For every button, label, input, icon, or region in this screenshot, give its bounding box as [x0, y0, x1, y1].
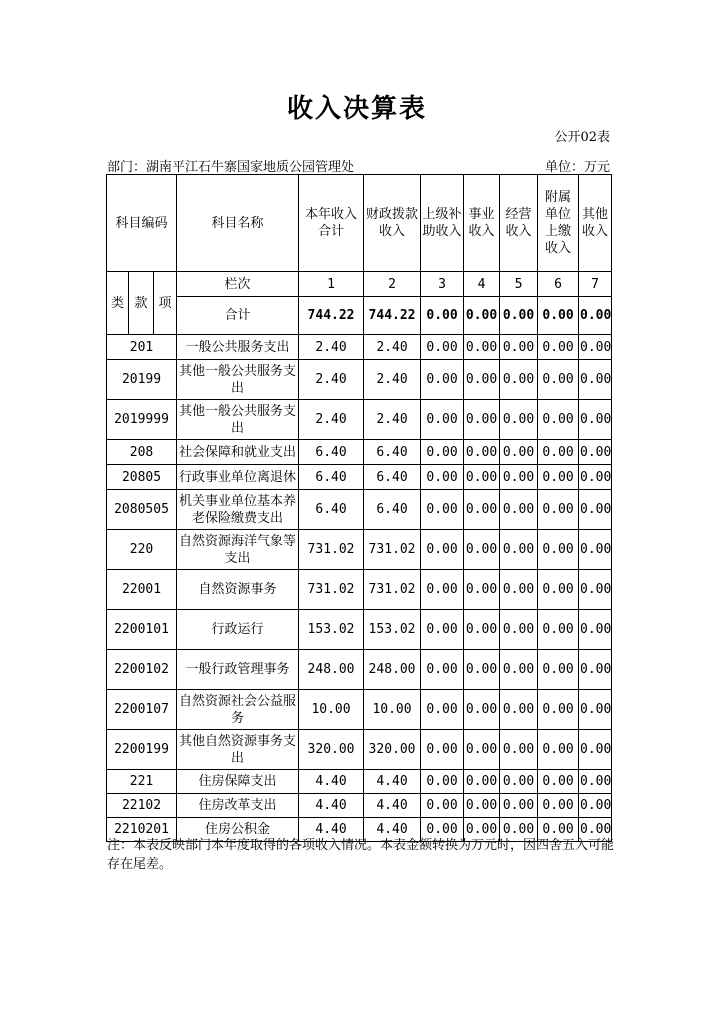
row-value: 2.40 — [299, 335, 364, 360]
row-value: 0.00 — [421, 360, 464, 400]
row-value: 4.40 — [364, 770, 421, 794]
row-value: 0.00 — [464, 490, 500, 530]
row-name: 住房改革支出 — [177, 794, 299, 818]
row-value: 0.00 — [500, 794, 538, 818]
header-col3: 上级补助收入 — [421, 175, 464, 272]
row-name: 社会保障和就业支出 — [177, 440, 299, 465]
row-value: 0.00 — [500, 530, 538, 570]
row-name: 行政事业单位离退休 — [177, 465, 299, 490]
header-row — [107, 175, 612, 272]
row-value: 0.00 — [421, 770, 464, 794]
row-code: 2019999 — [107, 400, 177, 440]
row-value: 0.00 — [500, 570, 538, 610]
row-value: 0.00 — [538, 465, 579, 490]
row-value: 0.00 — [538, 335, 579, 360]
col-number: 6 — [538, 272, 579, 297]
row-code: 22001 — [107, 570, 177, 610]
row-value: 0.00 — [421, 730, 464, 770]
row-code: 2210201 — [107, 818, 177, 842]
row-code: 201 — [107, 335, 177, 360]
row-value: 0.00 — [579, 794, 612, 818]
row-value: 320.00 — [364, 730, 421, 770]
total-cell: 744.22 — [364, 297, 421, 335]
table-row — [107, 794, 612, 818]
row-name: 其他一般公共服务支出 — [177, 400, 299, 440]
row-name: 行政运行 — [177, 610, 299, 650]
row-value: 0.00 — [464, 650, 500, 690]
row-value: 0.00 — [500, 650, 538, 690]
row-value: 4.40 — [364, 794, 421, 818]
col-number: 2 — [364, 272, 421, 297]
row-name: 一般行政管理事务 — [177, 650, 299, 690]
row-value: 0.00 — [421, 335, 464, 360]
row-value: 0.00 — [500, 465, 538, 490]
row-value: 0.00 — [464, 400, 500, 440]
row-value: 2.40 — [364, 335, 421, 360]
row-value: 10.00 — [364, 690, 421, 730]
row-value: 6.40 — [364, 440, 421, 465]
row-value: 0.00 — [421, 465, 464, 490]
row-value: 0.00 — [464, 570, 500, 610]
row-value: 0.00 — [500, 818, 538, 842]
table-row — [107, 335, 612, 360]
col-number: 3 — [421, 272, 464, 297]
row-value: 0.00 — [579, 530, 612, 570]
row-name: 一般公共服务支出 — [177, 335, 299, 360]
row-value: 0.00 — [538, 610, 579, 650]
row-value: 0.00 — [579, 440, 612, 465]
row-value: 0.00 — [579, 610, 612, 650]
header-code: 科目编码 — [107, 175, 177, 272]
row-value: 0.00 — [538, 770, 579, 794]
row-value: 0.00 — [579, 465, 612, 490]
row-code: 220 — [107, 530, 177, 570]
table-row — [107, 730, 612, 770]
header-col7: 其他收入 — [579, 175, 612, 272]
header-col4: 事业收入 — [464, 175, 500, 272]
col-number: 7 — [579, 272, 612, 297]
row-code: 2080505 — [107, 490, 177, 530]
form-number: 公开02表 — [554, 130, 610, 145]
row-code: 2200101 — [107, 610, 177, 650]
row-name: 自然资源社会公益服务 — [177, 690, 299, 730]
income-table — [106, 174, 612, 842]
total-label: 合计 — [177, 297, 299, 335]
row-value: 0.00 — [421, 650, 464, 690]
row-code: 221 — [107, 770, 177, 794]
table-row — [107, 690, 612, 730]
row-value: 0.00 — [538, 440, 579, 465]
row-value: 6.40 — [364, 465, 421, 490]
table-row — [107, 570, 612, 610]
table-row — [107, 770, 612, 794]
row-value: 0.00 — [500, 690, 538, 730]
row-value: 0.00 — [538, 400, 579, 440]
row-code: 20199 — [107, 360, 177, 400]
row-code: 208 — [107, 440, 177, 465]
row-value: 0.00 — [538, 530, 579, 570]
row-value: 0.00 — [538, 650, 579, 690]
row-name: 自然资源事务 — [177, 570, 299, 610]
row-value: 0.00 — [464, 530, 500, 570]
row-value: 2.40 — [299, 360, 364, 400]
row-value: 0.00 — [538, 360, 579, 400]
row-value: 10.00 — [299, 690, 364, 730]
row-value: 4.40 — [299, 770, 364, 794]
row-value: 248.00 — [364, 650, 421, 690]
row-value: 0.00 — [464, 335, 500, 360]
row-code: 2200107 — [107, 690, 177, 730]
table-row — [107, 610, 612, 650]
header-col5: 经营收入 — [500, 175, 538, 272]
unit-label: 单位：万元 — [544, 160, 610, 175]
row-value: 0.00 — [500, 400, 538, 440]
row-value: 0.00 — [464, 690, 500, 730]
table-row — [107, 360, 612, 400]
row-name: 自然资源海洋气象等支出 — [177, 530, 299, 570]
row-code: 2200102 — [107, 650, 177, 690]
row-value: 6.40 — [299, 440, 364, 465]
row-value: 320.00 — [299, 730, 364, 770]
row-value: 2.40 — [364, 400, 421, 440]
row-value: 0.00 — [421, 794, 464, 818]
header-col2: 财政拨款收入 — [364, 175, 421, 272]
row-value: 248.00 — [299, 650, 364, 690]
row-value: 0.00 — [421, 440, 464, 465]
table-row — [107, 440, 612, 465]
col-number: 4 — [464, 272, 500, 297]
table-row — [107, 530, 612, 570]
header-xiang: 项 — [154, 272, 177, 335]
row-value: 2.40 — [364, 360, 421, 400]
header-col6: 附属单位上缴收入 — [538, 175, 579, 272]
row-value: 0.00 — [464, 440, 500, 465]
row-name: 住房保障支出 — [177, 770, 299, 794]
row-value: 0.00 — [579, 360, 612, 400]
row-value: 0.00 — [464, 794, 500, 818]
total-cell: 0.00 — [579, 297, 612, 335]
row-value: 0.00 — [538, 570, 579, 610]
row-value: 0.00 — [421, 570, 464, 610]
row-name: 住房公积金 — [177, 818, 299, 842]
row-value: 4.40 — [299, 794, 364, 818]
row-value: 0.00 — [579, 690, 612, 730]
total-cell: 0.00 — [421, 297, 464, 335]
row-name: 其他自然资源事务支出 — [177, 730, 299, 770]
row-name: 机关事业单位基本养老保险缴费支出 — [177, 490, 299, 530]
row-name: 其他一般公共服务支出 — [177, 360, 299, 400]
row-value: 0.00 — [500, 730, 538, 770]
row-value: 0.00 — [579, 818, 612, 842]
row-value: 731.02 — [299, 530, 364, 570]
row-value: 0.00 — [500, 770, 538, 794]
row-value: 0.00 — [538, 490, 579, 530]
row-value: 0.00 — [500, 440, 538, 465]
table-row — [107, 465, 612, 490]
total-cell: 0.00 — [500, 297, 538, 335]
row-value: 0.00 — [421, 490, 464, 530]
row-value: 4.40 — [299, 818, 364, 842]
row-value: 731.02 — [364, 530, 421, 570]
header-col1: 本年收入合计 — [299, 175, 364, 272]
header-lei: 类 — [107, 272, 129, 335]
total-cell: 744.22 — [299, 297, 364, 335]
row-value: 0.00 — [421, 690, 464, 730]
col-number: 1 — [299, 272, 364, 297]
table-row — [107, 650, 612, 690]
row-code: 2200199 — [107, 730, 177, 770]
lanci-row — [107, 272, 612, 297]
row-value: 0.00 — [579, 570, 612, 610]
row-value: 731.02 — [299, 570, 364, 610]
row-value: 0.00 — [538, 818, 579, 842]
row-value: 0.00 — [464, 770, 500, 794]
header-name: 科目名称 — [177, 175, 299, 272]
row-code: 20805 — [107, 465, 177, 490]
page-title: 收入决算表 — [286, 94, 427, 124]
total-row — [107, 297, 612, 335]
row-value: 4.40 — [364, 818, 421, 842]
row-value: 0.00 — [579, 400, 612, 440]
col-number: 5 — [500, 272, 538, 297]
row-value: 0.00 — [421, 530, 464, 570]
row-value: 0.00 — [421, 818, 464, 842]
row-value: 0.00 — [421, 610, 464, 650]
row-value: 0.00 — [500, 490, 538, 530]
row-value: 0.00 — [579, 770, 612, 794]
row-value: 0.00 — [500, 360, 538, 400]
row-value: 731.02 — [364, 570, 421, 610]
row-value: 153.02 — [364, 610, 421, 650]
row-code: 22102 — [107, 794, 177, 818]
row-value: 0.00 — [579, 730, 612, 770]
row-value: 153.02 — [299, 610, 364, 650]
total-cell: 0.00 — [538, 297, 579, 335]
department-label: 部门：湖南平江石牛寨国家地质公园管理处 — [107, 160, 355, 175]
row-value: 0.00 — [500, 335, 538, 360]
row-value: 0.00 — [464, 610, 500, 650]
row-value: 0.00 — [579, 490, 612, 530]
footnote: 注：本表反映部门本年度取得的各项收入情况。本表金额转换为万元时，因四舍五入可能存在尾差。 — [107, 838, 615, 872]
total-cell: 0.00 — [464, 297, 500, 335]
row-value: 0.00 — [579, 650, 612, 690]
row-value: 2.40 — [299, 400, 364, 440]
row-value: 0.00 — [538, 690, 579, 730]
row-value: 6.40 — [364, 490, 421, 530]
row-value: 0.00 — [464, 465, 500, 490]
row-value: 0.00 — [464, 818, 500, 842]
row-value: 0.00 — [538, 794, 579, 818]
header-kuan: 款 — [129, 272, 154, 335]
row-value: 0.00 — [579, 335, 612, 360]
row-value: 0.00 — [464, 360, 500, 400]
row-value: 0.00 — [538, 730, 579, 770]
table-row — [107, 400, 612, 440]
row-value: 6.40 — [299, 490, 364, 530]
table-row — [107, 490, 612, 530]
lanci-label: 栏次 — [177, 272, 299, 297]
row-value: 0.00 — [500, 610, 538, 650]
row-value: 6.40 — [299, 465, 364, 490]
row-value: 0.00 — [464, 730, 500, 770]
row-value: 0.00 — [421, 400, 464, 440]
